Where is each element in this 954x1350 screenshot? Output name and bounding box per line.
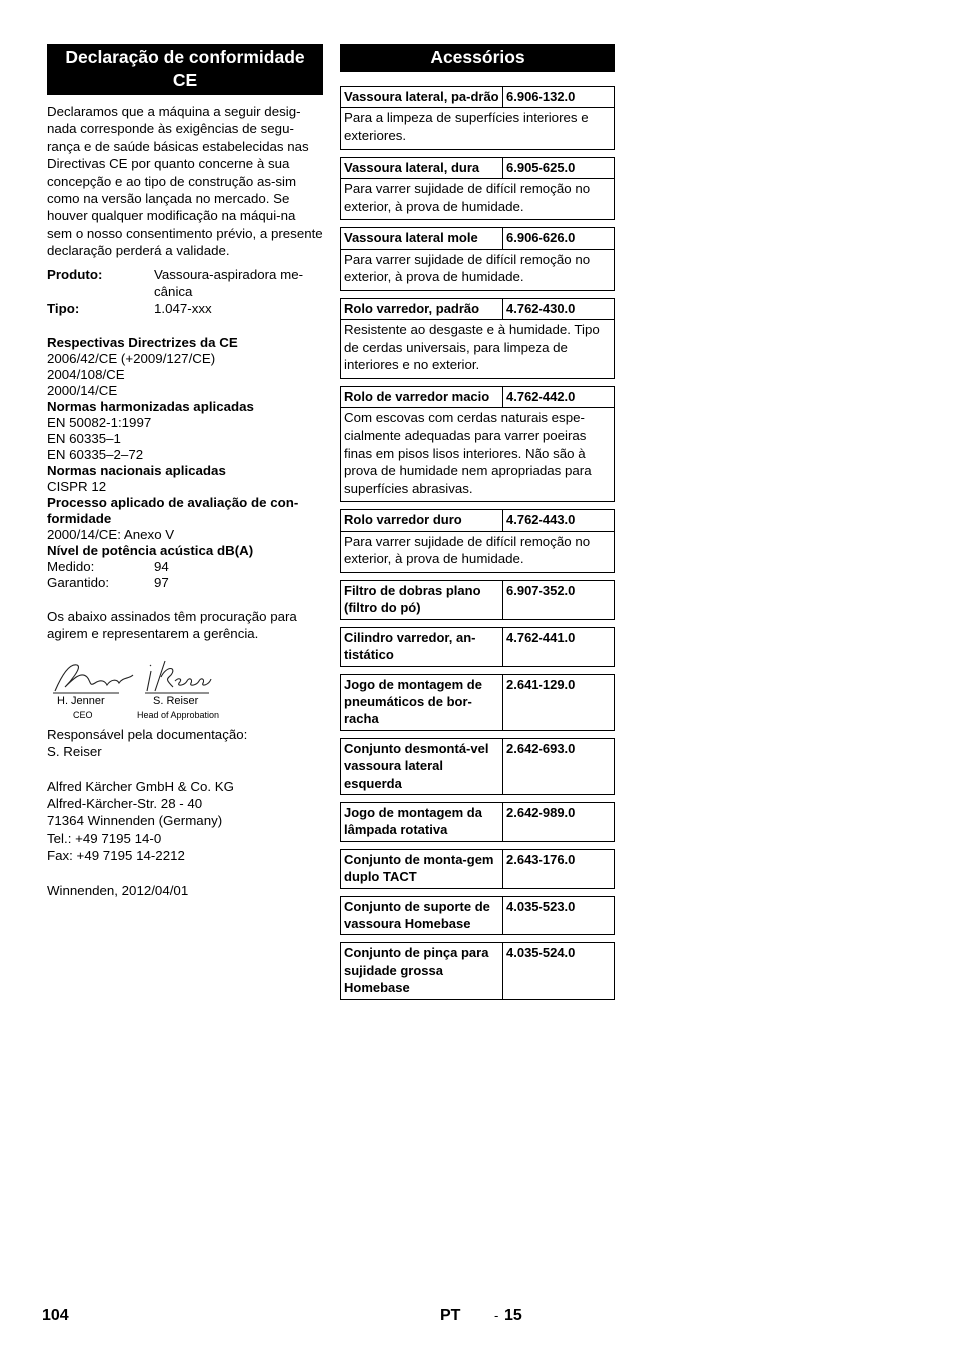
accessory-description: Para a limpeza de superfícies interiores e exteriores. (341, 107, 614, 148)
directive-item: 2000/14/CE (47, 382, 118, 398)
accessory-code: 2.641-129.0 (506, 676, 576, 692)
accessory-item (340, 509, 615, 573)
accessory-name: Rolo varredor duro (341, 510, 503, 530)
guaranteed-label: Garantido: (47, 574, 110, 590)
page-number: 104 (42, 1307, 69, 1324)
accessory-item (340, 674, 615, 731)
signature-jenner-icon (47, 657, 247, 697)
accessory-description: Para varrer sujidade de difícil remoção no exterior, à prova de humidade. (341, 249, 614, 290)
accessory-item (340, 942, 615, 999)
accessory-name: Jogo de montagem da lâmpada rotativa (341, 803, 503, 841)
accessory-item (340, 386, 615, 502)
signature-block (47, 657, 323, 720)
accessory-code: 2.642-989.0 (506, 805, 576, 820)
signatory-2-name: S. Reiser (153, 694, 199, 707)
doc-responsible-name: S. Reiser (47, 744, 102, 760)
directive-item: 2004/108/CE (47, 366, 125, 382)
accessory-description: Com escovas com cerdas naturais espe-cialmente adequadas para varrer poeiras finas em pisos lisos interiores. Não são à prova de humidade nem apropriadas para superfícies abrasivas. (341, 407, 614, 501)
accessory-code: 6.907-352.0 (506, 582, 576, 598)
sub-page-number: 15 (504, 1307, 522, 1324)
accessory-name: Vassoura lateral, dura (341, 158, 503, 178)
accessory-item (340, 849, 615, 889)
company-line: 71364 Winnenden (Germany) (47, 813, 223, 829)
directives-heading: Respectivas Directrizes da CE (47, 334, 238, 350)
accessory-item (340, 298, 615, 379)
doc-responsible-label: Responsável pela documentação: (47, 726, 248, 742)
directive-item: 2006/42/CE (+2009/127/CE) (47, 350, 216, 366)
harmonized-heading: Normas harmonizadas aplicadas (47, 398, 254, 414)
measured-value: 94 (154, 558, 169, 574)
accessory-code: 4.762-443.0 (506, 512, 576, 528)
process-heading: Processo aplicado de avaliação de con-formidade (47, 494, 299, 526)
harmonized-item: EN 60335–1 (47, 430, 121, 446)
national-heading: Normas nacionais aplicadas (47, 462, 226, 478)
accessory-code: 4.762-430.0 (506, 300, 576, 316)
accessory-name: Rolo de varredor macio (341, 387, 503, 407)
accessories-list (340, 86, 615, 1000)
accessory-item (340, 227, 615, 291)
accessory-name: Vassoura lateral, pa-drão (341, 87, 503, 107)
accessory-name: Filtro de dobras plano (filtro do pó) (341, 581, 503, 619)
accessory-item (340, 157, 615, 221)
signatory-1-name: H. Jenner (57, 694, 105, 707)
guaranteed-value: 97 (154, 574, 169, 590)
national-item: CISPR 12 (47, 478, 107, 494)
product-value: Vassoura-aspiradora me-cânica (154, 266, 304, 300)
accessories-column (340, 44, 615, 1007)
process-value: 2000/14/CE: Anexo V (47, 526, 175, 542)
accessory-code: 4.035-524.0 (506, 945, 576, 961)
guaranteed-row (47, 575, 323, 591)
declaration-column (47, 44, 323, 899)
declaration-title: Declaração de conformidade CE (47, 44, 323, 95)
footer-dash: - (494, 1308, 499, 1323)
accessory-name: Conjunto de pinça para sujidade grossa Homebase (341, 943, 503, 998)
accessory-name: Jogo de montagem de pneumáticos de bor-racha (341, 675, 503, 730)
harmonized-item: EN 50082-1:1997 (47, 414, 152, 430)
signatory-2-title: Head of Approbation (137, 709, 220, 720)
accessory-name: Cilindro varredor, an-tistático (341, 628, 503, 666)
accessory-item (340, 86, 615, 150)
accessory-code: 4.762-442.0 (506, 388, 576, 404)
accessory-code: 2.642-693.0 (506, 740, 576, 756)
accessory-code: 2.643-176.0 (506, 851, 576, 867)
accessory-name: Conjunto desmontá-vel vassoura lateral esquerda (341, 739, 503, 794)
company-line: Alfred-Kärcher-Str. 28 - 40 (47, 795, 203, 811)
type-value: 1.047-xxx (154, 301, 212, 317)
accessory-description: Para varrer sujidade de difícil remoção no exterior, à prova de humidade. (341, 178, 614, 219)
accessory-code: 6.906-626.0 (506, 230, 576, 246)
measured-label: Medido: (47, 558, 95, 574)
measured-row (47, 559, 323, 575)
company-line: Alfred Kärcher GmbH & Co. KG (47, 778, 234, 794)
accessory-name: Rolo varredor, padrão (341, 299, 503, 319)
product-label: Produto: (47, 266, 103, 282)
product-row (47, 266, 323, 301)
declaration-intro: Declaramos que a máquina a seguir desig-nada corresponde às exigências de segu-rança e de saúde básicas estabelecidas nas Directivas CE por quanto concerne à sua concepção e ao tipo de construção as-sim como na versão lançada no mercado. Se houver qualquer modificação na máqui-na sem o nosso consentimento prévio, a presente declaração perderá a validade. (47, 104, 323, 259)
accessory-item (340, 738, 615, 795)
accessory-item (340, 896, 615, 936)
accessory-description: Resistente ao desgaste e à humidade. Tipo de cerdas universais, para limpeza de interiores e no exterior. (341, 319, 614, 378)
accessory-item (340, 627, 615, 667)
company-line: Tel.: +49 7195 14-0 (47, 830, 162, 846)
accessory-code: 6.905-625.0 (506, 159, 576, 175)
accessory-name: Conjunto de suporte de vassoura Homebase (341, 897, 503, 935)
accessory-description: Para varrer sujidade de difícil remoção no exterior, à prova de humidade. (341, 531, 614, 572)
accessory-name: Vassoura lateral mole (341, 228, 503, 248)
noise-heading: Nível de potência acústica dB(A) (47, 542, 254, 558)
harmonized-item: EN 60335–2–72 (47, 446, 144, 462)
company-address (47, 778, 323, 865)
accessory-code: 4.762-441.0 (506, 629, 576, 645)
accessories-title: Acessórios (340, 44, 615, 72)
signatory-1-title: CEO (73, 709, 93, 720)
type-row (47, 300, 323, 317)
accessory-code: 4.035-523.0 (506, 898, 576, 914)
company-line: Fax: +49 7195 14-2212 (47, 848, 185, 864)
accessory-name: Conjunto de monta-gem duplo TACT (341, 850, 503, 888)
place-date: Winnenden, 2012/04/01 (47, 882, 189, 898)
accessory-code: 6.906-132.0 (506, 89, 576, 104)
language-code: PT (440, 1307, 461, 1324)
accessory-item (340, 580, 615, 620)
accessory-item (340, 802, 615, 842)
type-label: Tipo: (47, 301, 80, 317)
signatories-text: Os abaixo assinados têm procuração para agirem e representarem a gerência. (47, 608, 297, 642)
